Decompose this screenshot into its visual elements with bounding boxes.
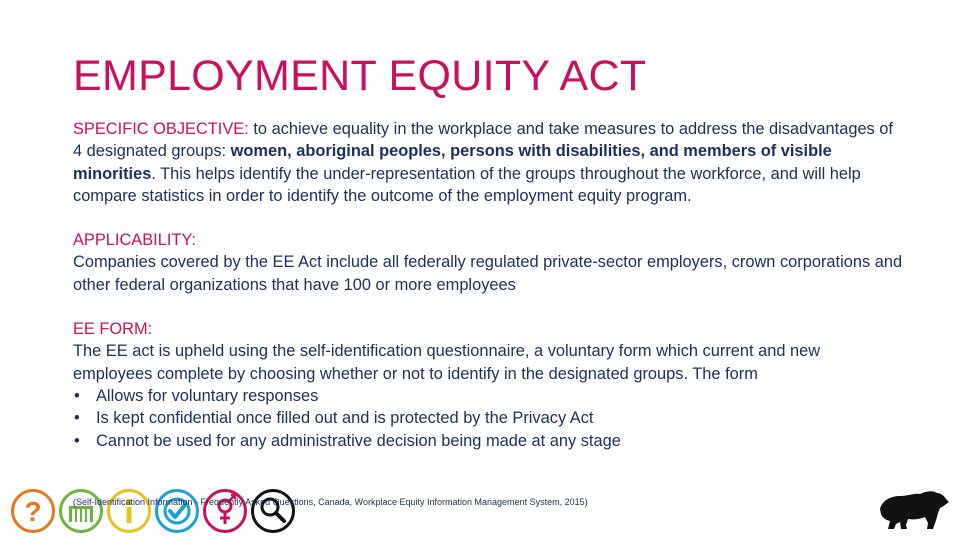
checkmark-icon <box>155 489 199 533</box>
ee-form-heading: EE FORM: <box>73 320 153 339</box>
svg-text:?: ? <box>24 496 42 527</box>
designated-groups: women, aboriginal peoples, persons with disabilities, and members of visible minorities <box>73 142 832 183</box>
info-icon <box>107 489 151 533</box>
ee-form-bullet-list <box>73 385 903 452</box>
slide-body <box>73 118 903 452</box>
citation-text: (Self-Identification Information - Frequently Asked Questions, Canada, Workplace Equity Information Management System, 2015) <box>73 497 588 507</box>
bear-logo <box>876 487 950 532</box>
slide-title: EMPLOYMENT EQUITY ACT <box>73 52 647 100</box>
question-icon <box>11 489 55 533</box>
people-icon <box>59 489 103 533</box>
bullet-item: • Cannot be used for any administrative decision being made at any stage <box>73 430 903 452</box>
magnifier-icon <box>251 489 295 533</box>
objective-heading: SPECIFIC OBJECTIVE <box>73 120 245 138</box>
objective-paragraph <box>73 118 903 207</box>
ee-form-intro: The EE act is upheld using the self-identification questionnaire, a voluntary form which current and new employees complete by choosing whether or not to identify in the designated groups. The form <box>73 342 821 383</box>
bullet-item: • Allows for voluntary responses <box>73 385 903 407</box>
applicability-heading: APPLICABILITY: <box>73 231 196 250</box>
objective-colon: : <box>244 120 249 138</box>
objective-text-1: to achieve equality in the workplace and take measures to address the disadvantages of 4 designated groups: <box>73 120 893 161</box>
objective-text-2: . This helps identify the under-representation of the groups throughout the workforce, and will help compare statistics in order to identify the outcome of the employment equity program. <box>73 164 861 205</box>
applicability-text: Companies covered by the EE Act include all federally regulated private-sector employers, crown corporations and other federal organizations that have 100 or more employees <box>73 253 903 294</box>
footer-icon-row <box>11 489 301 535</box>
gender-icon <box>203 489 247 533</box>
bullet-item: • Is kept confidential once filled out and is protected by the Privacy Act <box>73 407 903 429</box>
